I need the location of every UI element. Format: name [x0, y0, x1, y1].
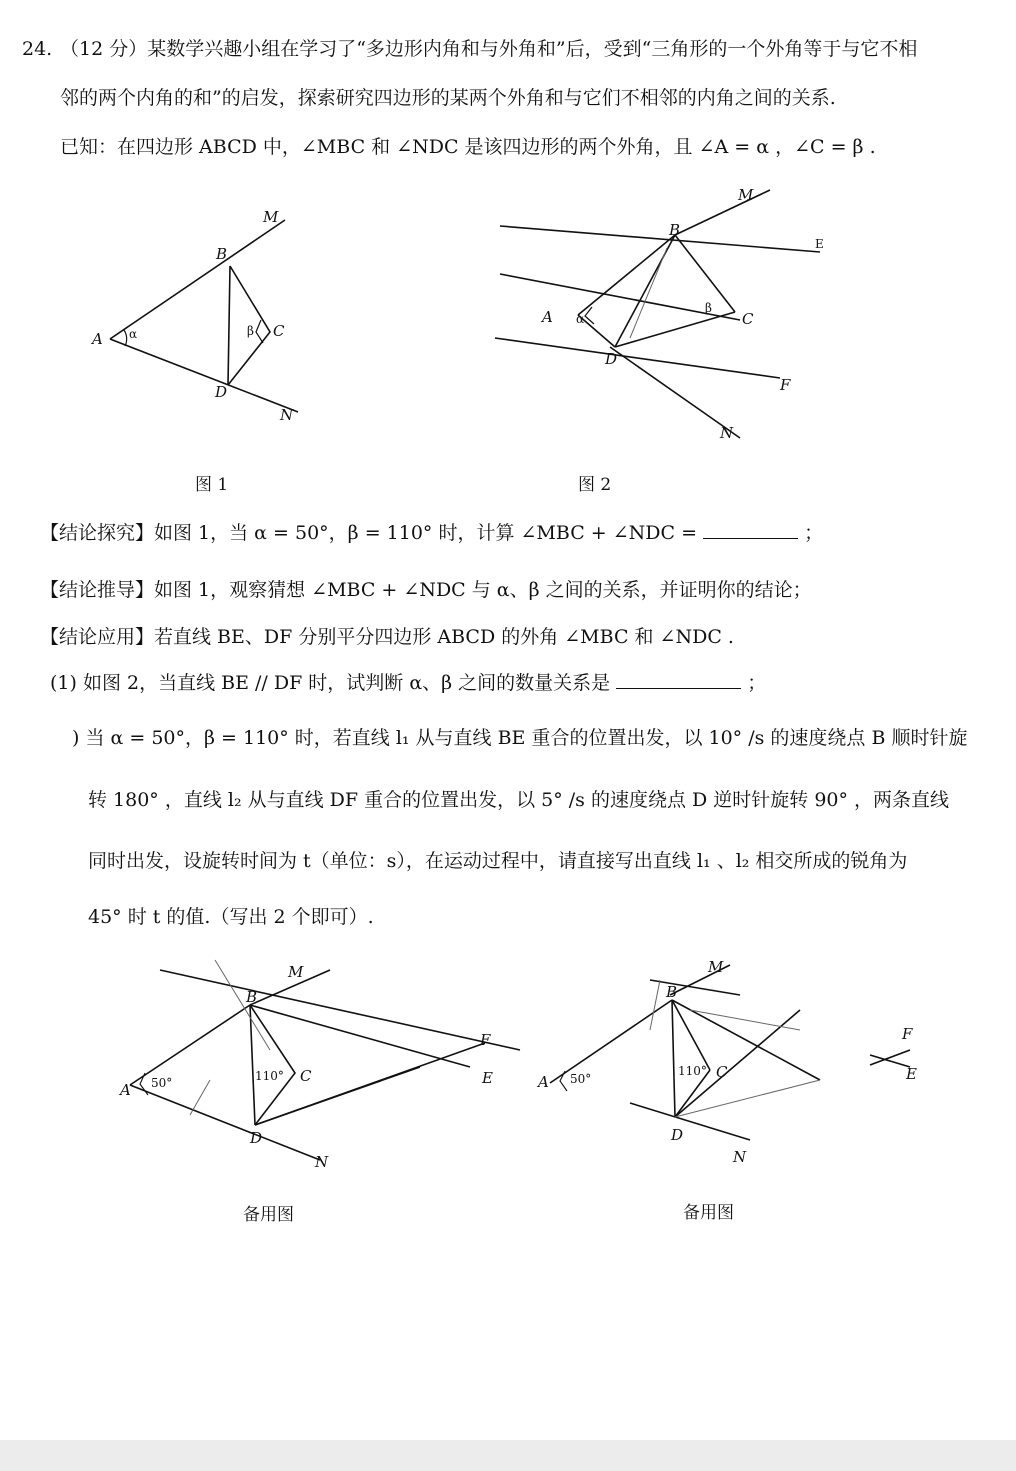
fig1-label-a: A — [92, 330, 103, 348]
problem-line-1: （12 分）某数学兴趣小组在学习了“多边形内角和与外角和”后，受到“三角形的一个外角等于与它不相 — [60, 38, 918, 60]
spare1-label-c: C — [300, 1067, 312, 1085]
fig2-label-e: E — [815, 237, 824, 251]
fig1-label-n: N — [280, 406, 294, 424]
bottom-band — [0, 1440, 1016, 1471]
figure-1 — [80, 200, 320, 440]
spare1-label-a: A — [120, 1081, 131, 1099]
fig2-label-f: F — [780, 376, 791, 394]
fig1-caption: 图 1 — [195, 475, 229, 495]
fig2-label-c: C — [742, 310, 754, 328]
spare1-label-d: D — [250, 1129, 263, 1147]
question-2-line-3: 同时出发，设旋转时间为 t（单位：s），在运动过程中，请直接写出直线 l₁ 、l₂ 相交所成的锐角为 — [88, 850, 908, 872]
spare2-label-a: A — [538, 1073, 549, 1091]
fig1-label-b: B — [216, 245, 228, 263]
figure-2 — [490, 180, 840, 450]
spare1-label-50: 50° — [151, 1076, 173, 1090]
fig1-label-m: M — [263, 208, 279, 226]
spare2-label-110: 110° — [678, 1064, 707, 1078]
fig2-label-m: M — [738, 186, 754, 204]
explore-answer-blank[interactable] — [703, 520, 798, 539]
fig1-label-c: C — [273, 322, 285, 340]
spare2-label-n: N — [733, 1148, 747, 1166]
fig1-label-alpha: α — [129, 327, 138, 341]
fig2-label-d: D — [605, 350, 618, 368]
spare-figure-2 — [530, 955, 950, 1175]
spare2-label-d: D — [671, 1126, 684, 1144]
section-derive: 【结论推导】如图 1，观察猜想 ∠MBC + ∠NDC 与 α、β 之间的关系，并证明你的结论； — [40, 579, 812, 601]
explore-text: 【结论探究】如图 1，当 α = 50°，β = 110° 时，计算 ∠MBC + ∠NDC = — [40, 522, 698, 544]
fig1-label-d: D — [215, 383, 228, 401]
fig2-label-alpha: α — [576, 312, 585, 326]
section-explore — [40, 520, 823, 546]
section-apply: 【结论应用】若直线 BE、DF 分别平分四边形 ABCD 的外角 ∠MBC 和 ∠NDC . — [40, 626, 734, 648]
spare2-label-m: M — [708, 958, 724, 976]
q1-answer-blank[interactable] — [616, 670, 741, 689]
fig2-label-beta: β — [705, 301, 712, 315]
question-2-line-4: 45° 时 t 的值.（写出 2 个即可）. — [88, 906, 374, 928]
question-2-line-1: ) 当 α = 50°，β = 110° 时，若直线 l₁ 从与直线 BE 重合的位置出发，以 10° /s 的速度绕点 B 顺时针旋 — [72, 727, 968, 749]
spare1-caption: 备用图 — [243, 1205, 294, 1225]
q1-end: ； — [747, 672, 767, 694]
spare2-label-50: 50° — [570, 1072, 592, 1086]
spare1-label-m: M — [288, 963, 304, 981]
spare1-label-f: F — [480, 1031, 491, 1049]
problem-number: 24. — [22, 38, 53, 60]
fig2-label-b: B — [669, 221, 681, 239]
spare2-label-f: F — [902, 1025, 913, 1043]
spare2-label-b: B — [666, 983, 678, 1001]
fig2-label-n: N — [720, 424, 734, 442]
fig1-label-beta: β — [247, 324, 254, 338]
fig2-label-a: A — [542, 308, 553, 326]
spare1-label-b: B — [246, 988, 258, 1006]
spare1-label-n: N — [315, 1153, 329, 1171]
explore-end: ； — [804, 522, 824, 544]
question-1 — [50, 670, 766, 696]
spare2-label-e: E — [906, 1065, 917, 1083]
problem-line-2: 邻的两个内角的和”的启发，探索研究四边形的某两个外角和与它们不相邻的内角之间的关系. — [60, 87, 836, 109]
problem-line-3: 已知：在四边形 ABCD 中，∠MBC 和 ∠NDC 是该四边形的两个外角，且 ∠A = α ，∠C = β . — [60, 136, 876, 158]
question-2-line-2: 转 180° ，直线 l₂ 从与直线 DF 重合的位置出发，以 5° /s 的速度绕点 D 逆时针旋转 90° ，两条直线 — [88, 789, 950, 811]
spare-figure-1 — [110, 955, 530, 1175]
spare2-caption: 备用图 — [683, 1203, 734, 1223]
q1-text: (1) 如图 2，当直线 BE // DF 时，试判断 α、β 之间的数量关系是 — [50, 672, 611, 694]
spare2-label-c: C — [716, 1063, 728, 1081]
fig2-caption: 图 2 — [578, 475, 612, 495]
spare1-label-e: E — [482, 1069, 493, 1087]
spare1-label-110: 110° — [255, 1069, 284, 1083]
